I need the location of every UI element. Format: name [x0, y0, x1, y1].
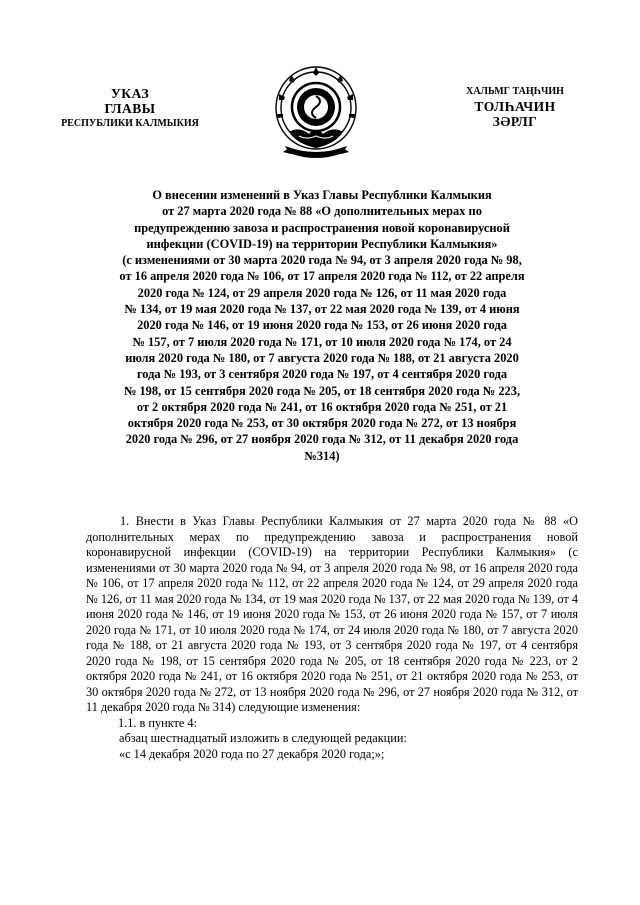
header-right-block [440, 84, 590, 129]
title-line: 2020 года № 296, от 27 ноября 2020 года № 312, от 11 декабря 2020 года [125, 432, 519, 447]
title-line: № 157, от 7 июля 2020 года № 171, от 10 июля 2020 года № 174, от 24 [132, 334, 512, 349]
document-title [78, 187, 566, 464]
title-line: О внесении изменений в Указ Главы Республики Калмыкия [152, 188, 492, 202]
paragraph-1: 1. Внести в Указ Главы Республики Калмыкия от 27 марта 2020 года № 88 «О дополнительных мерах по предупреждению завоза и распространения новой коронавирусной инфекции (COVID-19) на территории Республики Калмыкия» (с изменениями от 30 марта 2020 года № 94, от 3 апреля 2020 года № 98, от 16 апреля 2020 года № 106, от 17 апреля 2020 года № 112, от 22 апреля 2020 года № 124, от 29 апреля 2020 года № 126, от 11 мая 2020 года № 134, от 19 мая 2020 года № 137, от 22 мая 2020 года № 139, от 4 июня 2020 года № 146, от 19 июня 2020 года № 153, от 26 июня 2020 года № 157, от 7 июля 2020 года № 171, от 10 июля 2020 года № 174, от 24 июля 2020 года № 180, от 7 августа 2020 года № 188, от 21 августа 2020 года № 193, от 3 сентября 2020 года № 197, от 4 сентября 2020 года № 198, от 15 сентября 2020 года № 205, от 18 сентября 2020 года № 223, от 2 октября 2020 года № 241, от 16 октября 2020 года № 251, от 21 октября 2020 года № 253, от 30 октября 2020 года № 272, от 13 ноября 2020 года № 296, от 27 ноября 2020 года № 312, от 11 декабря 2020 года № 314) следующие изменения: [86, 514, 578, 714]
item-1-1: 1.1. в пункте 4: [118, 715, 197, 730]
document-body [86, 514, 578, 762]
title-line: от 2 октября 2020 года № 241, от 16 октября 2020 года № 251, от 21 [136, 399, 508, 414]
title-line: от 27 марта 2020 года № 88 «О дополнительных мерах по [162, 204, 482, 219]
item-line-1: абзац шестнадцатый изложить в следующей редакции: [119, 731, 407, 745]
title-line: предупреждению завоза и распространения новой коронавирусной [134, 220, 510, 235]
item-line-2: «с 14 декабря 2020 года по 27 декабря 2020 года;»; [119, 746, 385, 761]
header-right-line2: ТОЛҺАЧИН [474, 99, 556, 114]
kalmykia-coat-of-arms-icon [271, 62, 361, 160]
header-left-line3: РЕСПУБЛИКИ КАЛМЫКИЯ [61, 118, 199, 129]
header-right-line3: ЗӘРЛГ [492, 114, 538, 129]
title-line: 2020 года № 146, от 19 июня 2020 года № 153, от 26 июня 2020 года [137, 318, 507, 333]
title-line: июля 2020 года № 180, от 7 августа 2020 года № 188, от 21 августа 2020 [125, 350, 519, 365]
header-left-block [40, 86, 220, 131]
header-left-line2: ГЛАВЫ [104, 101, 156, 116]
title-line: №314) [304, 448, 340, 463]
title-line: (с изменениями от 30 марта 2020 года № 94, от 3 апреля 2020 года № 98, [122, 253, 522, 268]
title-line: № 198, от 15 сентября 2020 года № 205, от 18 сентября 2020 года № 223, [123, 383, 521, 398]
title-line: от 16 апреля 2020 года № 106, от 17 апреля 2020 года № 112, от 22 апреля [119, 269, 525, 284]
title-line: инфекции (COVID-19) на территории Республики Калмыкия» [146, 236, 498, 251]
title-line: октября 2020 года № 253, от 30 октября 2020 года № 272, от 13 ноября [127, 416, 517, 431]
header-right-line1: ХАЛЬМГ ТАҢҺЧИН [466, 86, 564, 97]
title-line: № 134, от 19 мая 2020 года № 137, от 22 мая 2020 года № 139, от 4 июня [124, 302, 520, 317]
header-left-line1: УКАЗ [110, 86, 150, 101]
title-line: года № 193, от 3 сентября 2020 года № 197, от 4 сентября 2020 года [136, 367, 508, 382]
title-line: 2020 года № 124, от 29 апреля 2020 года № 126, от 11 мая 2020 года [137, 285, 507, 300]
